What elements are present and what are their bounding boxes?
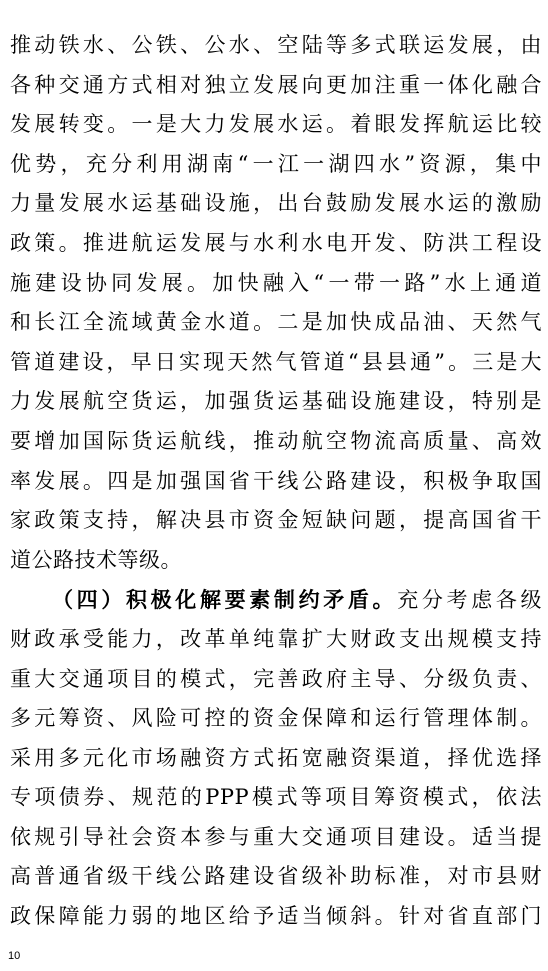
page-number: 10	[8, 950, 21, 962]
text-line: 政策。推进航运发展与水利水电开发、防洪工程设	[10, 230, 542, 255]
text-line: 推动铁水、公铁、公水、空陆等多式联运发展，由	[10, 33, 542, 57]
section-heading: （四）积极化解要素制约矛盾。	[52, 587, 398, 613]
text-line: 发展转变。一是大力发展水运。着眼发挥航运比较	[10, 112, 542, 137]
text-line: 力量发展水运基础设施，出台鼓励发展水运的激励	[10, 191, 542, 216]
text-line: 力发展航空货运，加强货运基础设施建设，特别是	[10, 389, 542, 414]
text-line: 道公路技术等级。	[10, 547, 182, 572]
text-line: 专项债券、规范的PPP模式等项目筹资模式，依法	[10, 785, 542, 810]
text-line: 各种交通方式相对独立发展向更加注重一体化融合	[10, 72, 542, 97]
text-line: 和长江全流域黄金水道。二是加快成品油、天然气	[10, 310, 542, 335]
text-line: 依规引导社会资本参与重大交通项目建设。适当提	[10, 824, 542, 849]
text-line: 重大交通项目的模式，完善政府主导、分级负责、	[10, 666, 542, 691]
text-line: 施建设协同发展。加快融入“一带一路”水上通道	[10, 270, 542, 295]
text-line: 要增加国际货运航线，推动航空物流高质量、高效	[10, 428, 542, 453]
text-line: 高普通省级干线公路建设省级补助标准，对市县财	[10, 864, 542, 889]
text-line: 率发展。四是加强国省干线公路建设，积极争取国	[10, 468, 542, 493]
text-line: 财政承受能力，改革单纯靠扩大财政支出规模支持	[10, 626, 542, 651]
text-line: 管道建设，早日实现天然气管道“县县通”。三是大	[10, 349, 542, 374]
text-line: 家政策支持，解决县市资金短缺问题，提高国省干	[10, 508, 542, 533]
section-heading-line	[10, 580, 542, 620]
body-text	[10, 26, 542, 937]
text-line: 充分考虑各级	[397, 588, 543, 613]
text-line: 采用多元化市场融资方式拓宽融资渠道，择优选择	[10, 745, 542, 770]
text-line: 多元筹资、风险可控的资金保障和运行管理体制。	[10, 706, 542, 731]
text-line: 优势，充分利用湖南“一江一湖四水”资源，集中	[10, 151, 542, 176]
text-line: 政保障能力弱的地区给予适当倾斜。针对省直部门	[10, 904, 542, 929]
